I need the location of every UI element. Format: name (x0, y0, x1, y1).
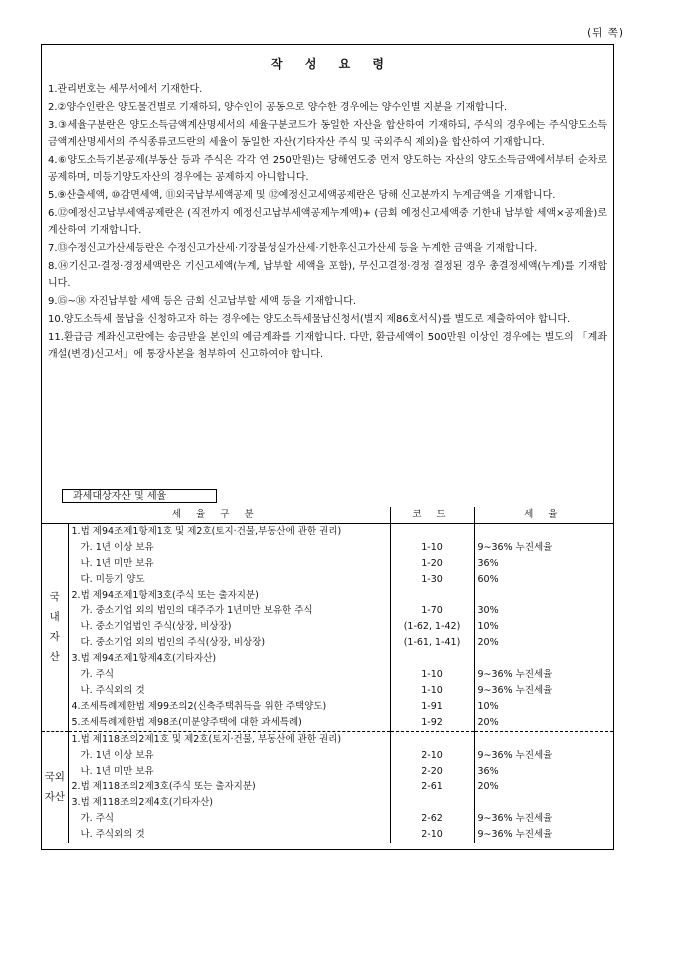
row-rate: 10% (474, 699, 613, 715)
table-row (42, 588, 613, 604)
row-rate: 36% (474, 556, 613, 572)
section-domestic-assets: 국 내 자 산 (49, 591, 60, 664)
row-code: 2-10 (390, 827, 474, 843)
table-row (42, 699, 613, 715)
instructions-heading: 작 성 요 령 (271, 57, 384, 71)
table-row (42, 540, 613, 556)
row-label: 3.법 제94조제1항제4호(기타자산) (68, 651, 390, 667)
row-label: 4.조세특례제한법 제99조의2(신축주택취득을 위한 주택양도) (68, 699, 390, 715)
header-rate: 세 율 (474, 507, 613, 523)
row-label: 나. 1년 미만 보유 (68, 764, 390, 780)
row-label: 가. 1년 이상 보유 (68, 540, 390, 556)
table-row (42, 556, 613, 572)
row-code (390, 795, 474, 811)
row-label: 가. 주식 (68, 667, 390, 683)
row-label: 2.법 제94조제1항제3호(주식 또는 출자지분) (68, 588, 390, 604)
instructions-frame (41, 44, 614, 850)
row-code: 1-30 (390, 572, 474, 588)
row-code: 1-91 (390, 699, 474, 715)
note-1: 1.관리번호는 세무서에서 기재한다. (48, 84, 203, 95)
row-label: 다. 미등기 양도 (68, 572, 390, 588)
row-code: 1-20 (390, 556, 474, 572)
row-label: 나. 1년 미만 보유 (68, 556, 390, 572)
row-code (390, 523, 474, 539)
taxable-assets-caption: 과세대상자산 및 세율 (62, 489, 217, 503)
table-row (42, 667, 613, 683)
row-code (390, 588, 474, 604)
instruction-notes (48, 81, 607, 364)
row-rate: 9∼36% 누진세율 (474, 827, 613, 843)
note-2: 2.②양수인란은 양도물건별로 기재하되, 양수인이 공동으로 양수한 경우에는 양수인별 지분을 기재합니다. (48, 102, 508, 113)
table-row (42, 811, 613, 827)
row-rate: 36% (474, 764, 613, 780)
note-3: 3.③세율구분란은 양도소득금액계산명세서의 세율구분코드가 동일한 자산을 합산하여 기재하되, 주식의 경우에는 주식양도소득금액계산명세서의 주식종류코드란의 세율이 동일한 자산(기타자산 주식 및 국외주식 제외)을 합산하여 기재합니다. (48, 120, 607, 148)
row-code: 1-10 (390, 540, 474, 556)
row-rate (474, 795, 613, 811)
row-label: 다. 중소기업 외의 법인의 주식(상장, 비상장) (68, 635, 390, 651)
row-label: 가. 주식 (68, 811, 390, 827)
row-rate: 9∼36% 누진세율 (474, 667, 613, 683)
table-row (42, 683, 613, 699)
row-code: 2-20 (390, 764, 474, 780)
back-side-label: (뒤 쪽) (587, 27, 624, 39)
row-label: 나. 주식외의 것 (68, 683, 390, 699)
row-label: 1.법 제94조제1항제1호 및 제2호(토지·건물,부동산에 관한 권리) (68, 523, 390, 539)
row-rate: 9∼36% 누진세율 (474, 748, 613, 764)
table-row (42, 572, 613, 588)
row-code: 1-92 (390, 715, 474, 731)
row-code: 1-10 (390, 667, 474, 683)
note-4: 4.⑥양도소득기본공제(부동산 등과 주식은 각각 연 250만원)는 당해연도중 먼저 양도하는 자산의 양도소득금액에서부터 순차로 공제하며, 미등기양도자산의 경우에는 공제하지 아니합니다. (48, 155, 607, 183)
table-row (42, 764, 613, 780)
row-rate: 60% (474, 572, 613, 588)
table-row (42, 748, 613, 764)
table-row (42, 827, 613, 843)
row-rate (474, 523, 613, 539)
row-rate: 20% (474, 779, 613, 795)
table-row (42, 779, 613, 795)
row-rate: 20% (474, 635, 613, 651)
note-7: 7.⑬수정신고가산세등란은 수정신고가산세·기장불성실가산세·기한후신고가산세 등을 누계한 금액을 기재합니다. (48, 243, 538, 254)
row-code: 1-70 (390, 603, 474, 619)
row-rate: 30% (474, 603, 613, 619)
row-rate (474, 588, 613, 604)
section-foreign-assets: 국외 자산 (42, 731, 68, 843)
table-row (42, 635, 613, 651)
row-code (390, 651, 474, 667)
table-row (42, 651, 613, 667)
row-rate: 20% (474, 715, 613, 731)
table-row (42, 603, 613, 619)
note-9: 9.⑮~⑱ 자진납부할 세액 등은 금회 신고납부할 세액 등을 기재합니다. (48, 296, 357, 307)
row-rate: 10% (474, 619, 613, 635)
table-row (42, 731, 613, 747)
note-8: 8.⑭기신고·결정·경정세액란은 기신고세액(누계, 납부할 세액을 포함), 무신고결정·경정 결정된 경우 총결정세액(누계)를 기재합니다. (48, 261, 607, 289)
row-rate (474, 731, 613, 747)
row-code (390, 731, 474, 747)
note-11: 11.환급금 계좌신고란에는 송금받을 본인의 예금계좌를 기재합니다. 다만, 환급세액이 500만원 이상인 경우에는 별도의 「계좌개설(변경)신고서」에 통장사본을 첨부하여 신고하여야 합니다. (48, 332, 607, 360)
row-label: 나. 중소기업법인 주식(상장, 비상장) (68, 619, 390, 635)
note-6: 6.⑫예정신고납부세액공제란은 (직전까지 예정신고납부세액공제누계액)+ (금회 예정신고세액중 기한내 납부할 세액×공제율)로 계산하여 기재합니다. (48, 208, 607, 236)
row-label: 5.조세특례제한법 제98조(미분양주택에 대한 과세특례) (68, 715, 390, 731)
table-row (42, 619, 613, 635)
row-label: 가. 1년 이상 보유 (68, 748, 390, 764)
table-row (42, 795, 613, 811)
row-code: 2-10 (390, 748, 474, 764)
note-10: 10.양도소득세 물납을 신청하고자 하는 경우에는 양도소득세물납신청서(별지 제86호서식)를 별도로 제출하여야 합니다. (48, 314, 571, 325)
row-code: 2-61 (390, 779, 474, 795)
row-label: 2.법 제118조의2제3호(주식 또는 출자지분) (68, 779, 390, 795)
table-body (42, 523, 613, 843)
tax-rate-table (42, 507, 613, 843)
row-label: 3.법 제118조의2제4호(기타자산) (68, 795, 390, 811)
row-rate: 9∼36% 누진세율 (474, 811, 613, 827)
row-code: 1-10 (390, 683, 474, 699)
row-label: 가. 중소기업 외의 법인의 대주주가 1년미만 보유한 주식 (68, 603, 390, 619)
table-row (42, 715, 613, 731)
row-label: 1.법 제118조의2제1호 및 제2호(토지·건물, 부동산에 관한 권리) (68, 731, 390, 747)
row-rate: 9∼36% 누진세율 (474, 683, 613, 699)
row-code: 2-62 (390, 811, 474, 827)
row-code: (1-61, 1-41) (390, 635, 474, 651)
row-code: (1-62, 1-42) (390, 619, 474, 635)
row-rate: 9∼36% 누진세율 (474, 540, 613, 556)
row-label: 나. 주식외의 것 (68, 827, 390, 843)
row-rate (474, 651, 613, 667)
table-header-row (42, 507, 613, 523)
header-category: 세 율 구 분 (42, 507, 390, 523)
note-5: 5.⑨산출세액, ⑩감면세액, ⑪외국납부세액공제 및 ⑫예정신고세액공제란은 당해 신고분까지 누계금액을 기재합니다. (48, 190, 556, 201)
header-code: 코 드 (390, 507, 474, 523)
table-row (42, 523, 613, 539)
